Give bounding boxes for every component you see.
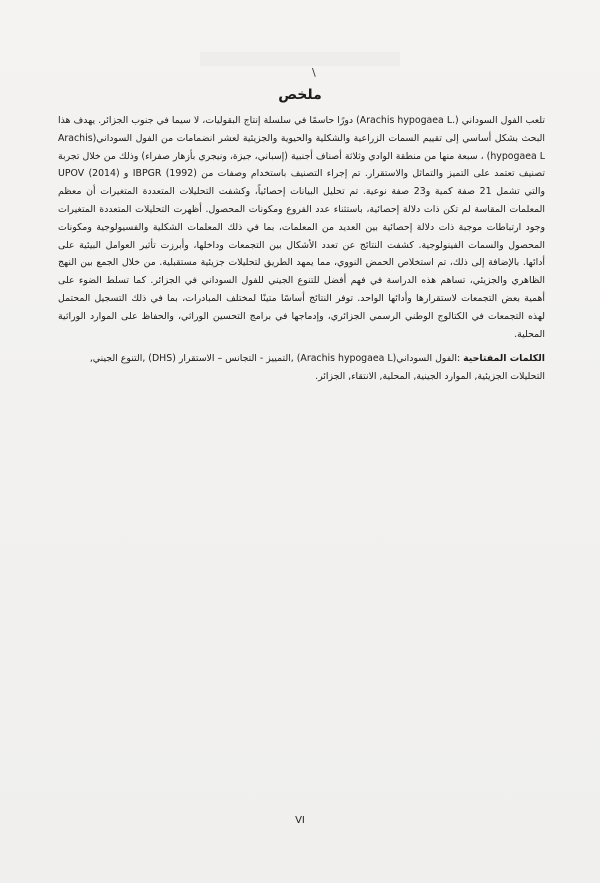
- abstract-body: [58, 112, 545, 343]
- page-number: VI: [295, 815, 305, 826]
- show-through-shadow: [200, 52, 400, 66]
- keywords-section: [58, 350, 545, 386]
- keywords-list: :الفول السوداني(Arachis hypogaea L) ,التمييز - التجانس – الاستقرار (DHS) ,التنوع الجيني, التحليلات الجزيئية, الموارد الجينية, المحلية, الانتقاء, الجزائر.: [89, 353, 545, 382]
- ink-speck: \: [312, 66, 316, 79]
- page-title: ملخص: [278, 87, 322, 103]
- keywords-label: الكلمات المفتاحية: [463, 353, 545, 364]
- abstract-paragraph: تلعب الفول السوداني (.Arachis hypogaea L) دورًا حاسمًا في سلسلة إنتاج البقوليات، لا سيما في جنوب الجزائر. يهدف هذا البحث بشكل أساسي إلى تقييم السمات الزراعية والشكلية والحيوية والجزيئية لعشر انضمامات من الفول السوداني(Arachis hypogaea L) ، سبعة منها من منطقة الوادي وثلاثة أصناف أجنبية (إسباني، جيزة، ونيجري بأزهار صفراء) وذلك من خلال تجربة تصنيف تعتمد على التميز والتماثل والاستقرار. تم إجراء التصنيف باستخدام وصفات من IBPGR (1992) و UPOV (2014) والتي تشمل 21 صفة كمية و23 صفة نوعية. تم تحليل البيانات إحصائياً، وكشفت التحليلات المتعددة المتغيرات أن معظم المعلمات المقاسة لم تكن ذات دلالة إحصائية، باستثناء عدد الفروع ومكونات المحصول. أظهرت التحليلات المتعددة المتغيرات وجود ارتباطات موجبة ذات دلالة إحصائية بين العديد من المعلمات، بما في ذلك المعلمات الشكلية والفسيولوجية ومكونات المحصول والسمات الفينولوجية. كشفت النتائج عن تعدد الأشكال بين التجمعات وداخلها، وأبرزت تأثير العوامل البيئية على أدائها. بالإضافة إلى ذلك، تم استخلاص الحمض النووي، مما يمهد الطريق لتحليلات جزيئية مستقبلية. من خلال الجمع بين النهج الظاهري والجزيئي، تساهم هذه الدراسة في فهم أفضل للتنوع الجيني للفول السوداني في الجزائر. كما تسلط الضوء على أهمية بعض التجمعات لاستقرارها وأدائها الواحد. توفر النتائج أساسًا متينًا لمختلف المبادرات، بما في ذلك التسجيل المحتمل لهذه التجمعات في الكتالوج الوطني الرسمي الجزائري، وإدماجها في برامج التحسين الوراثي، والحفاظ على الموارد الوراثية المحلية.: [58, 115, 545, 340]
